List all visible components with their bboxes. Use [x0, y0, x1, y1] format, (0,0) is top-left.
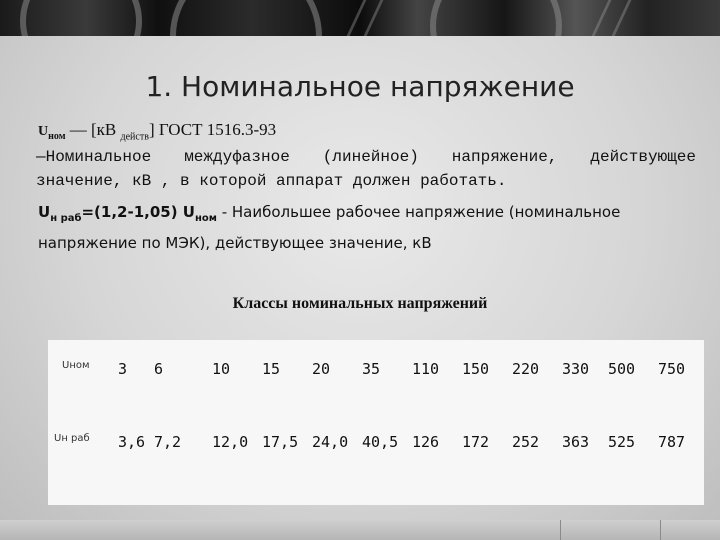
table-cell: 10: [212, 360, 231, 378]
table-cell: 3,6: [118, 433, 146, 451]
max-voltage-description: - Наибольшее рабочее напряжение (номинальное напряжение по МЭК), действующее значение, кВ: [38, 203, 621, 252]
table-cell: 15: [262, 360, 281, 378]
table-row-nominal: [48, 340, 704, 413]
table-cell: 7,2: [154, 433, 182, 451]
table-cell: 110: [412, 360, 440, 378]
table-cell: 750: [658, 360, 686, 378]
table-cell: 126: [412, 433, 440, 451]
table-cell: 3: [118, 360, 128, 378]
formula-text: =(1,2-1,05) U: [81, 203, 195, 221]
table-cell: 150: [462, 360, 490, 378]
unit-prefix: — [кВ: [65, 120, 121, 139]
u-subscript: ном: [48, 130, 66, 142]
row-header-working: Uн раб: [54, 433, 90, 444]
table-row-working: [48, 413, 704, 505]
table-cell: 363: [562, 433, 590, 451]
table-cell: 330: [562, 360, 590, 378]
table-cell: 252: [512, 433, 540, 451]
table-cell: 220: [512, 360, 540, 378]
nominal-voltage-notation: [38, 120, 276, 142]
standard-reference: ] ГОСТ 1516.3-93: [148, 120, 277, 139]
table-caption: Классы номинальных напряжений: [232, 295, 488, 312]
table-cell: 525: [608, 433, 636, 451]
table-cell: 24,0: [312, 433, 349, 451]
max-operating-voltage-text: [38, 200, 698, 255]
voltage-classes-table: [48, 340, 704, 505]
header-banner-image: [0, 0, 720, 36]
table-cell: 35: [362, 360, 381, 378]
table-cell: 40,5: [362, 433, 399, 451]
u-symbol: U: [38, 124, 49, 139]
table-cell: 17,5: [262, 433, 299, 451]
table-cell: 6: [154, 360, 164, 378]
u-work-subscript: н раб: [50, 213, 82, 224]
footer-bar: [0, 520, 720, 540]
table-cell: 172: [462, 433, 490, 451]
table-cell: 787: [658, 433, 686, 451]
table-cell: 12,0: [212, 433, 249, 451]
u-work-symbol: U: [38, 203, 51, 221]
nominal-voltage-definition: —Номинальное междуфазное (линейное) напряжение, действующее значение, кВ , в которой аппарат должен работать.: [36, 148, 696, 190]
unit-subscript: действ: [120, 131, 149, 143]
slide-title: 1. Номинальное напряжение: [145, 70, 575, 103]
formula-subscript: ном: [194, 213, 217, 224]
row-header-nominal: Uном: [62, 360, 90, 371]
table-cell: 500: [608, 360, 636, 378]
table-cell: 20: [312, 360, 331, 378]
